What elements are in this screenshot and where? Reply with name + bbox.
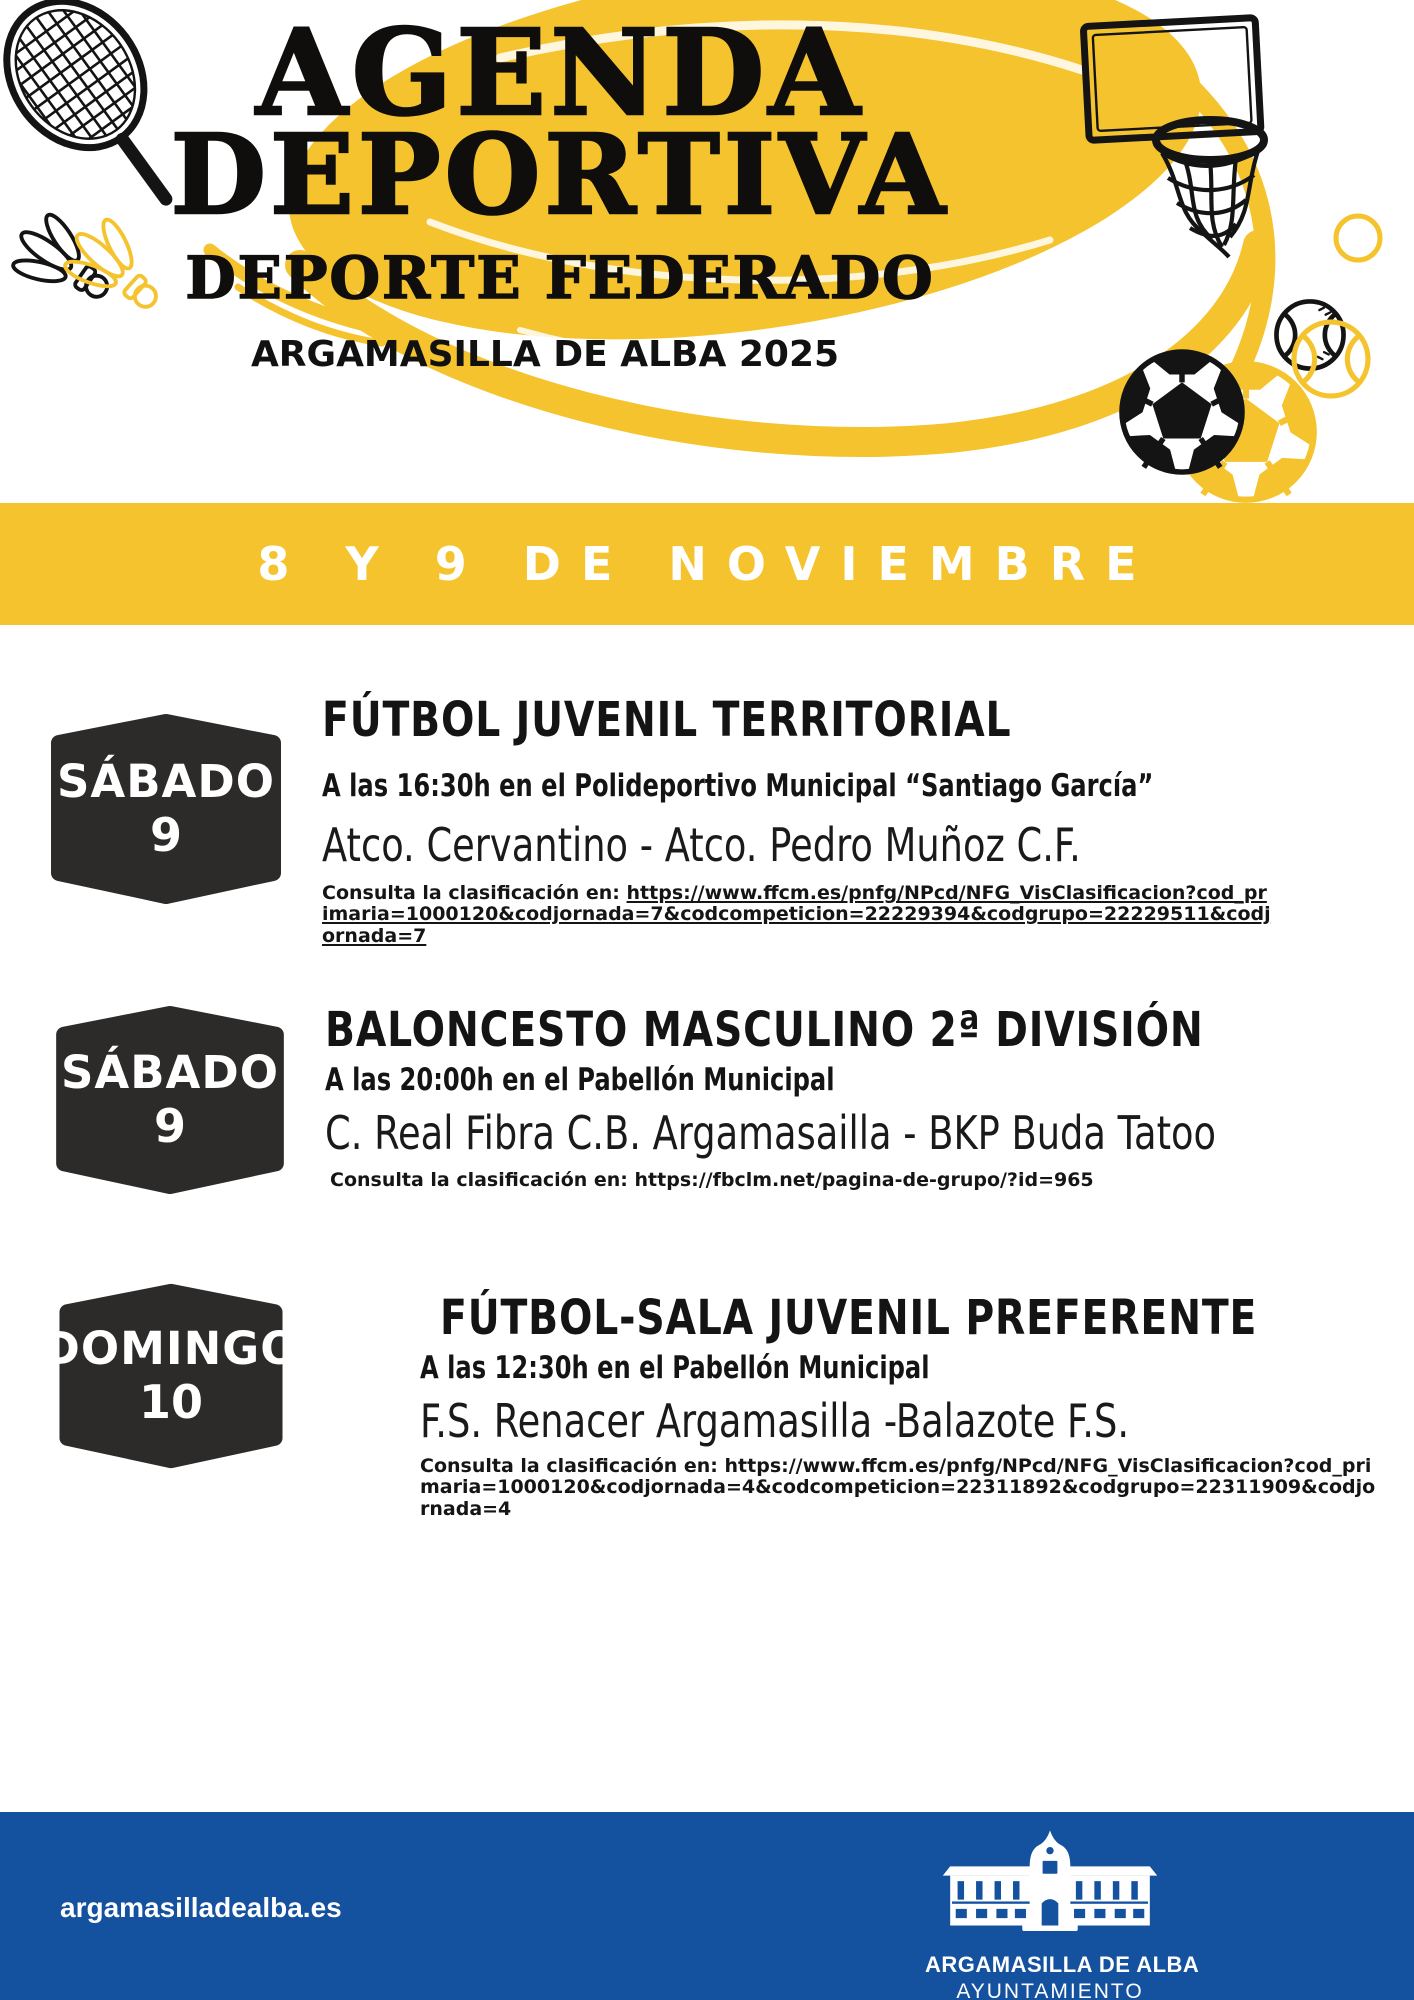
badge-day-number: 9 [149, 808, 182, 863]
date-banner-text: 8 Y 9 DE NOVIEMBRE [257, 537, 1157, 591]
event-teams: Atco. Cervantino - Atco. Pedro Muñoz C.F. [322, 818, 1081, 872]
link-prefix: Consulta la clasificación en: [420, 1455, 725, 1477]
footer-website-link[interactable]: argamasilladealba.es [60, 1892, 342, 1923]
event-teams: C. Real Fibra C.B. Argamasailla - BKP Buda Tatoo [325, 1106, 1217, 1160]
event-teams: F.S. Renacer Argamasilla -Balazote F.S. [420, 1394, 1130, 1448]
link-url[interactable]: https://www.ffcm.es/pnfg/NPcd/NFG_VisClasificacion?cod_primaria=1000120&codjornada=4&codcompeticion=22311892&codgrupo=22311909&codjornada=4 [420, 1455, 1376, 1520]
badge-day-number: 9 [153, 1099, 186, 1154]
date-banner [0, 503, 1414, 625]
footer-org-type: AYUNTAMIENTO [956, 1980, 1144, 2000]
event-title: BALONCESTO MASCULINO 2ª DIVISIÓN [325, 1002, 1204, 1058]
link-prefix: Consulta la clasificación en: [330, 1169, 635, 1191]
event-classification-link[interactable] [330, 1170, 1280, 1191]
event-classification-link[interactable] [322, 883, 1272, 947]
event-day-badge [42, 1280, 300, 1472]
badge-day-number: 10 [138, 1375, 203, 1430]
event-classification-link[interactable] [420, 1456, 1380, 1520]
link-url[interactable]: https://www.ffcm.es/pnfg/NPcd/NFG_VisClasificacion?cod_primaria=1000120&codjornada=7&codcompeticion=22229394&codgrupo=22229511&codjornada=7 [322, 882, 1271, 947]
badge-day-label: SÁBADO [57, 755, 275, 809]
event-time-place: A las 16:30h en el Polideportivo Municipal “Santiago García” [322, 768, 1154, 804]
location-year: ARGAMASILLA DE ALBA 2025 [250, 334, 840, 375]
event-day-badge [45, 710, 287, 908]
poster-subtitle: DEPORTE FEDERADO [185, 244, 935, 312]
event-time-place: A las 20:00h en el Pabellón Municipal [325, 1062, 835, 1098]
link-prefix: Consulta la clasificación en: [322, 882, 627, 904]
link-url[interactable]: https://fbclm.net/pagina-de-grupo/?id=965 [634, 1169, 1094, 1191]
poster-title-line1: AGENDA [255, 3, 864, 142]
event-time-place: A las 12:30h en el Pabellón Municipal [420, 1350, 930, 1386]
badge-day-label: SÁBADO [61, 1046, 279, 1100]
event-title: FÚTBOL-SALA JUVENIL PREFERENTE [440, 1290, 1258, 1346]
small-ball-icon [1330, 210, 1386, 266]
ayuntamiento-logo [925, 1822, 1200, 2000]
town-hall-icon [935, 1822, 1165, 1944]
badge-day-label: DOMINGO [42, 1322, 300, 1376]
footer-org-name: ARGAMASILLA DE ALBA [925, 1952, 1200, 1977]
event-title: FÚTBOL JUVENIL TERRITORIAL [322, 692, 1012, 748]
poster-title-line2: DEPORTIVA [170, 110, 950, 239]
soccer-ball-icon [1104, 334, 1260, 490]
event-day-badge [50, 1002, 290, 1198]
